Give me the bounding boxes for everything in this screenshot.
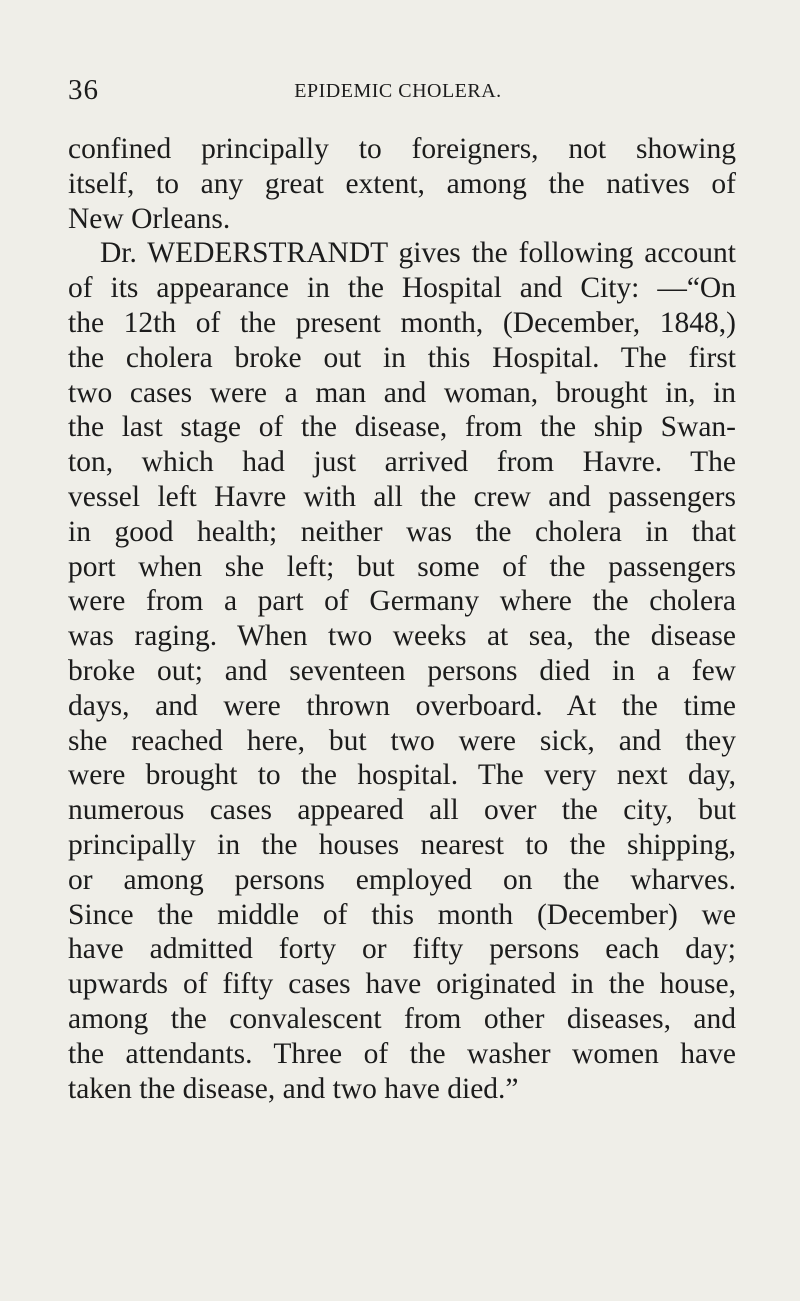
text-line: the attendants. Three of the washer women have xyxy=(68,1037,736,1070)
running-head xyxy=(68,74,728,114)
text-line: were brought to the hospital. The very next day, xyxy=(68,759,736,792)
text-line: among the convalescent from other diseases, and xyxy=(68,1002,736,1035)
text-line: days, and were thrown overboard. At the time xyxy=(68,689,736,722)
text-line: of its appearance in the Hospital and City: —“On xyxy=(68,272,736,305)
text-line: principally in the houses nearest to the shipping, xyxy=(68,828,736,861)
text-line: the cholera broke out in this Hospital. The first xyxy=(68,341,736,374)
text-line: was raging. When two weeks at sea, the disease xyxy=(68,620,736,653)
text-line: broke out; and seventeen persons died in a few xyxy=(68,654,736,687)
text-line: the last stage of the disease, from the ship Swan- xyxy=(68,411,736,444)
text-line: New Orleans. xyxy=(68,202,231,235)
text-line: or among persons employed on the wharves. xyxy=(68,863,736,896)
text-line: she reached here, but two were sick, and they xyxy=(68,724,736,757)
text-line: taken the disease, and two have died.” xyxy=(68,1072,519,1105)
running-title: EPIDEMIC CHOLERA. xyxy=(294,80,502,102)
page-number: 36 xyxy=(68,74,99,106)
text-line: two cases were a man and woman, brought in, in xyxy=(68,376,736,409)
text-line: itself, to any great extent, among the natives of xyxy=(68,167,736,200)
text-line: port when she left; but some of the passengers xyxy=(68,550,736,583)
text-line: the 12th of the present month, (December, 1848,) xyxy=(68,306,736,339)
text-line: vessel left Havre with all the crew and passengers xyxy=(68,480,736,513)
text-line: were from a part of Germany where the cholera xyxy=(68,585,736,618)
text-line: have admitted forty or fifty persons each day; xyxy=(68,933,736,966)
text-line: Since the middle of this month (December) we xyxy=(68,898,736,931)
text-line: in good health; neither was the cholera in that xyxy=(68,515,736,548)
text-line: ton, which had just arrived from Havre. The xyxy=(68,446,736,479)
text-line: numerous cases appeared all over the city, but xyxy=(68,794,736,827)
body-text xyxy=(68,132,736,1106)
text-line: upwards of fifty cases have originated in the house, xyxy=(68,968,736,1001)
text-line: confined principally to foreigners, not showing xyxy=(68,133,736,165)
text-line: Dr. WEDERSTRANDT gives the following account xyxy=(100,237,736,270)
